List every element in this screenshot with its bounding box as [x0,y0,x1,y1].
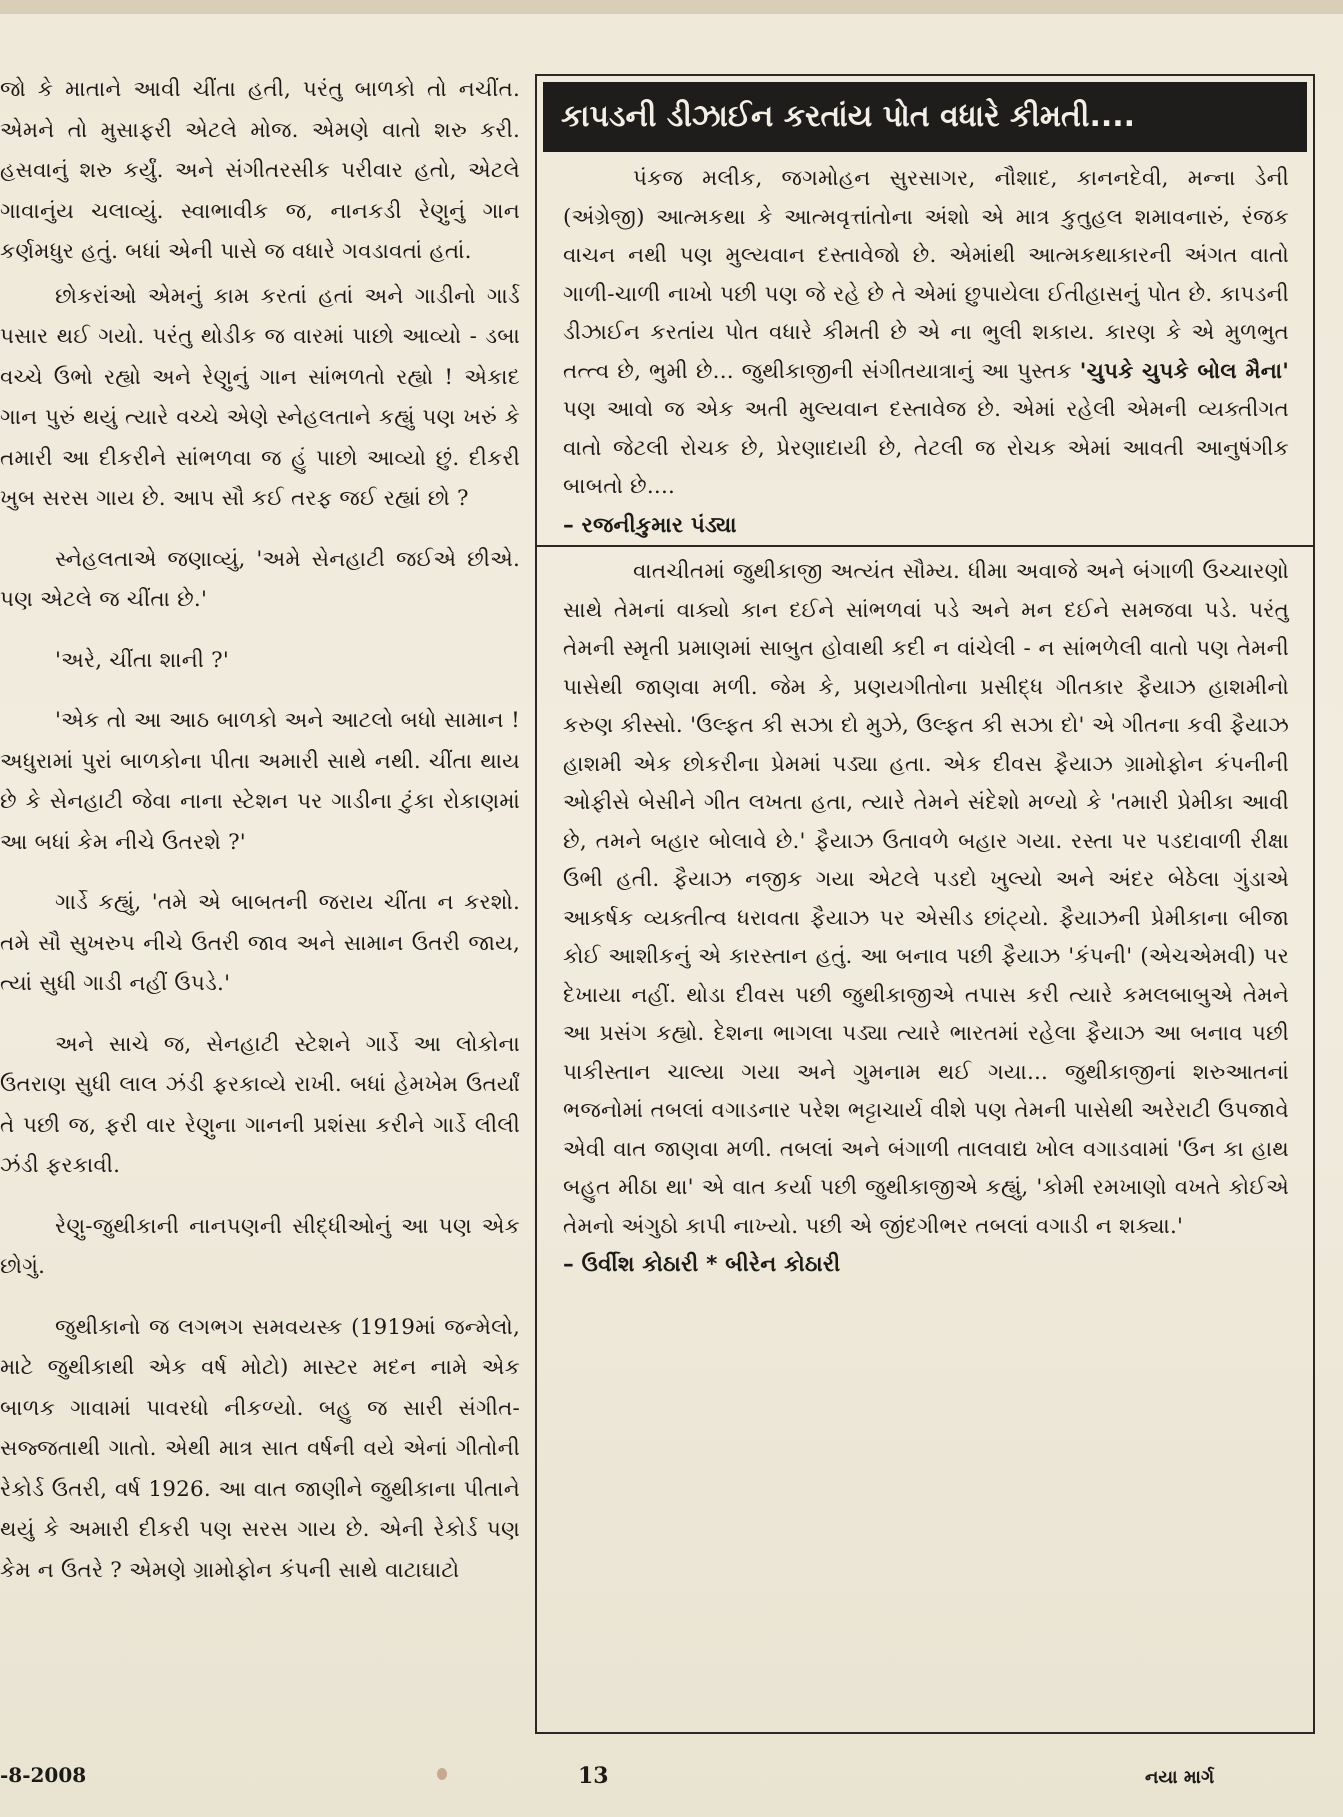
page-number: 13 [578,1763,609,1789]
box-paragraph-1-end: પણ આવો જ એક અતી મુલ્યવાન દસ્તાવેજ છે. એમાં રહેલી એમની વ્યક્તીગત વાતો જેટલી રોચક છે, પ્રેરણાદાયી છે, તેટલી જ રોચક એમાં આવતી આનુષંગીક બાબતો છે.... [563,397,1289,499]
author-signature-2: – ઉર્વીશ કોઠારી * બીરેન કોઠારી [563,1252,841,1277]
left-paragraph-3: સ્નેહલતાએ જણાવ્યું, 'અમે સેનહાટી જઈએ છીએ. પણ એટલે જ ચીંતા છે.' [0,546,520,612]
author-signature: – રજનીકુમાર પંડ્યા [563,512,737,538]
box-body [537,152,1313,1285]
box-paragraph-2: વાતચીતમાં જુથીકાજી અત્યંત સૌમ્ય. ધીમા અવાજે અને બંગાળી ઉચ્ચારણો સાથે તેમનાં વાક્યો કાન દઈને સાંભળવાં પડે અને મન દઈને સમજવા પડે. પરંતુ તેમની સ્મૃતી પ્રમાણમાં સાબુત હોવાથી કદી ન વાંચેલી - ન સાંભળેલી વાતો પણ તેમની પાસેથી જાણવા મળી. જેમ કે, પ્રણયગીતોના પ્રસીદ્ધ ગીતકાર ફૈયાઝ હાશમીનો કરુણ કીસ્સો. 'ઉલ્ફત કી સઝા દો મુઝે, ઉલ્ફત કી સઝા દો' એ ગીતના કવી ફૈયાઝ હાશમી એક છોકરીના પ્રેમમાં પડ્યા હતા. એક દીવસ ફૈયાઝ ગ્રામોફોન કંપનીની ઓફીસે બેસીને ગીત લખતા હતા, ત્યારે તેમને સંદેશો મળ્યો કે 'તમારી પ્રેમીકા આવી છે, તમને બહાર બોલાવે છે.' ફૈયાઝ ઉતાવળે બહાર ગયા. રસ્તા પર પડદાવાળી રીક્ષા ઉભી હતી. ફૈયાઝ નજીક ગયા એટલે પડદો ખુલ્યો અને અંદર બેઠેલા ગુંડાએ આકર્ષક વ્યક્તીત્વ ધરાવતા ફૈયાઝ પર એસીડ છાંટ્યો. ફૈયાઝની પ્રેમીકાના બીજા કોઈ આશીકનું એ કારસ્તાન હતું. આ બનાવ પછી ફૈયાઝ 'કંપની' (એચએમવી) પર દેખાયા નહીં. થોડા દીવસ પછી જુથીકાજીએ તપાસ કરી ત્યારે કમલબાબુએ તેમને આ પ્રસંગ કહ્યો. દેશના ભાગલા પડ્યા ત્યારે ભારતમાં રહેલા ફૈયાઝ આ બનાવ પછી પાકીસ્તાન ચાલ્યા ગયા અને ગુમનામ થઈ ગયા... જુથીકાજીનાં શરુઆતનાં ભજનોમાં તબલાં વગાડનાર પરેશ ભટ્ટાચાર્ય વીશે પણ તેમની પાસેથી અરેરાટી ઉપજાવે એવી વાત જાણવા મળી. તબલાં અને બંગાળી તાલવાદ્ય ખોલ વગાડવામાં 'ઉન કા હાથ બહુત મીઠા થા' એ વાત કર્યા પછી જુથીકાજીએ કહ્યું, 'કોમી રમખાણો વખતે કોઈએ તેમનો અંગુઠો કાપી નાખ્યો. પછી એ જીંદગીભર તબલાં વગાડી ન શક્યા.' [563,559,1289,1239]
left-paragraph-5: 'એક તો આ આઠ બાળકો અને આટલો બધો સામાન ! અધુરામાં પુરાં બાળકોના પીતા અમારી સાથે નથી. ચીંતા થાય છે કે સેનહાટી જેવા નાના સ્ટેશન પર ગાડીના ટુંકા રોકાણમાં આ બધાં કેમ નીચે ઉતરશે ?' [0,708,520,855]
ink-spot [437,1768,447,1780]
box-headline: કાપડની ડીઝાઈન કરતાંય પોત વધારે કીમતી.... [543,82,1307,152]
book-title: 'ચુપકે ચુપકે બોલ મૈના' [1079,358,1289,384]
box-paragraph-1-text: પંકજ મલીક, જગમોહન સુરસાગર, નૌશાદ, કાનનદેવી, મન્ના ડેની (અંગ્રેજી) આત્મકથા કે આત્મવૃત્તાંતોના અંશો એ માત્ર કુતુહલ શમાવનારું, રંજક વાચન નથી પણ મુલ્યવાન દસ્તાવેજો છે. એમાંથી આત્મકથાકારની અંગત વાતો ગાળી-ચાળી નાખો પછી પણ જે રહે છે તે એમાં છુપાયેલા ઈતીહાસનું પોત છે. કાપડની ડીઝાઈન કરતાંય પોત વધારે કીમતી છે એ ના ભુલી શકાય. કારણ કે એ મુળભુત તત્ત્વ છે, ભુમી છે... જુથીકાજીની સંગીતયાત્રાનું આ પુસ્તક [563,166,1289,384]
page-footer [0,1755,1343,1805]
left-column [0,70,520,1740]
sidebar-box [535,74,1315,1734]
left-paragraph-4: 'અરે, ચીંતા શાની ?' [55,647,229,673]
left-paragraph-9: જુથીકાનો જ લગભગ સમવયસ્ક (1919માં જન્મેલો, માટે જુથીકાથી એક વર્ષ મોટો) માસ્ટર મદન નામે એક બાળક ગાવામાં પાવરધો નીકળ્યો. બહુ જ સારી સંગીત-સજ્જતાથી ગાતો. એથી માત્ર સાત વર્ષની વયે એનાં ગીતોની રેકોર્ડ ઉતરી, વર્ષ 1926. આ વાત જાણીને જુથીકાના પીતાને થયું કે અમારી દીકરી પણ સરસ ગાય છે. એની રેકોર્ડ પણ કેમ ન ઉતરે ? એમણે ગ્રામોફોન કંપની સાથે વાટાઘાટો [0,1314,520,1583]
left-paragraph-6: ગાર્ડે કહ્યું, 'તમે એ બાબતની જરાય ચીંતા ન કરશો. તમે સૌ સુખરુપ નીચે ઉતરી જાવ અને સામાન ઉતરી જાય, ત્યાં સુધી ગાડી નહીં ઉપડે.' [0,890,520,996]
left-paragraph-2: છોકરાંઓ એમનું કામ કરતાં હતાં અને ગાડીનો ગાર્ડ પસાર થઈ ગયો. પરંતુ થોડીક જ વારમાં પાછો આવ્યો - ડબા વચ્ચે ઉભો રહ્યો અને રેણુનું ગાન સાંભળતો રહ્યો ! એકાદ ગાન પુરું થયું ત્યારે વચ્ચે એણે સ્નેહલતાને કહ્યું પણ ખરું કે તમારી આ દીકરીને સાંભળવા જ હું પાછો આવ્યો છું. દીકરી ખુબ સરસ ગાય છે. આપ સૌ કઈ તરફ જઈ રહ્યાં છો ? [0,283,520,511]
left-paragraph-7: અને સાચે જ, સેનહાટી સ્ટેશને ગાર્ડે આ લોકોના ઉતરાણ સુધી લાલ ઝંડી ફરકાવ્યે રાખી. બધાં હેમખેમ ઉતર્યાં તે પછી જ, ફરી વાર રેણુના ગાનની પ્રશંસા કરીને ગાર્ડે લીલી ઝંડી ફરકાવી. [0,1031,520,1178]
left-paragraph-1: જો કે માતાને આવી ચીંતા હતી, પરંતુ બાળકો તો નચીંત. એમને તો મુસાફરી એટલે મોજ. એમણે વાતો શરુ કરી. હસવાનું શરુ કર્યું. અને સંગીતરસીક પરીવાર હતો, એટલે ગાવાનુંય ચલાવ્યું. સ્વાભાવીક જ, નાનકડી રેણુનું ગાન કર્ણમધુર હતું. બધાં એની પાસે જ વધારે ગવડાવતાં હતાં. [0,77,520,264]
box-paragraph-1 [563,160,1289,507]
left-paragraph-8: રેણુ-જુથીકાની નાનપણની સીદ્ધીઓનું આ પણ એક છોગું. [0,1213,520,1279]
issue-date: -8-2008 [0,1763,87,1787]
page-top-edge [0,0,1343,14]
magazine-name: નયા માર્ગ [1145,1767,1215,1788]
box-divider [537,545,1313,547]
